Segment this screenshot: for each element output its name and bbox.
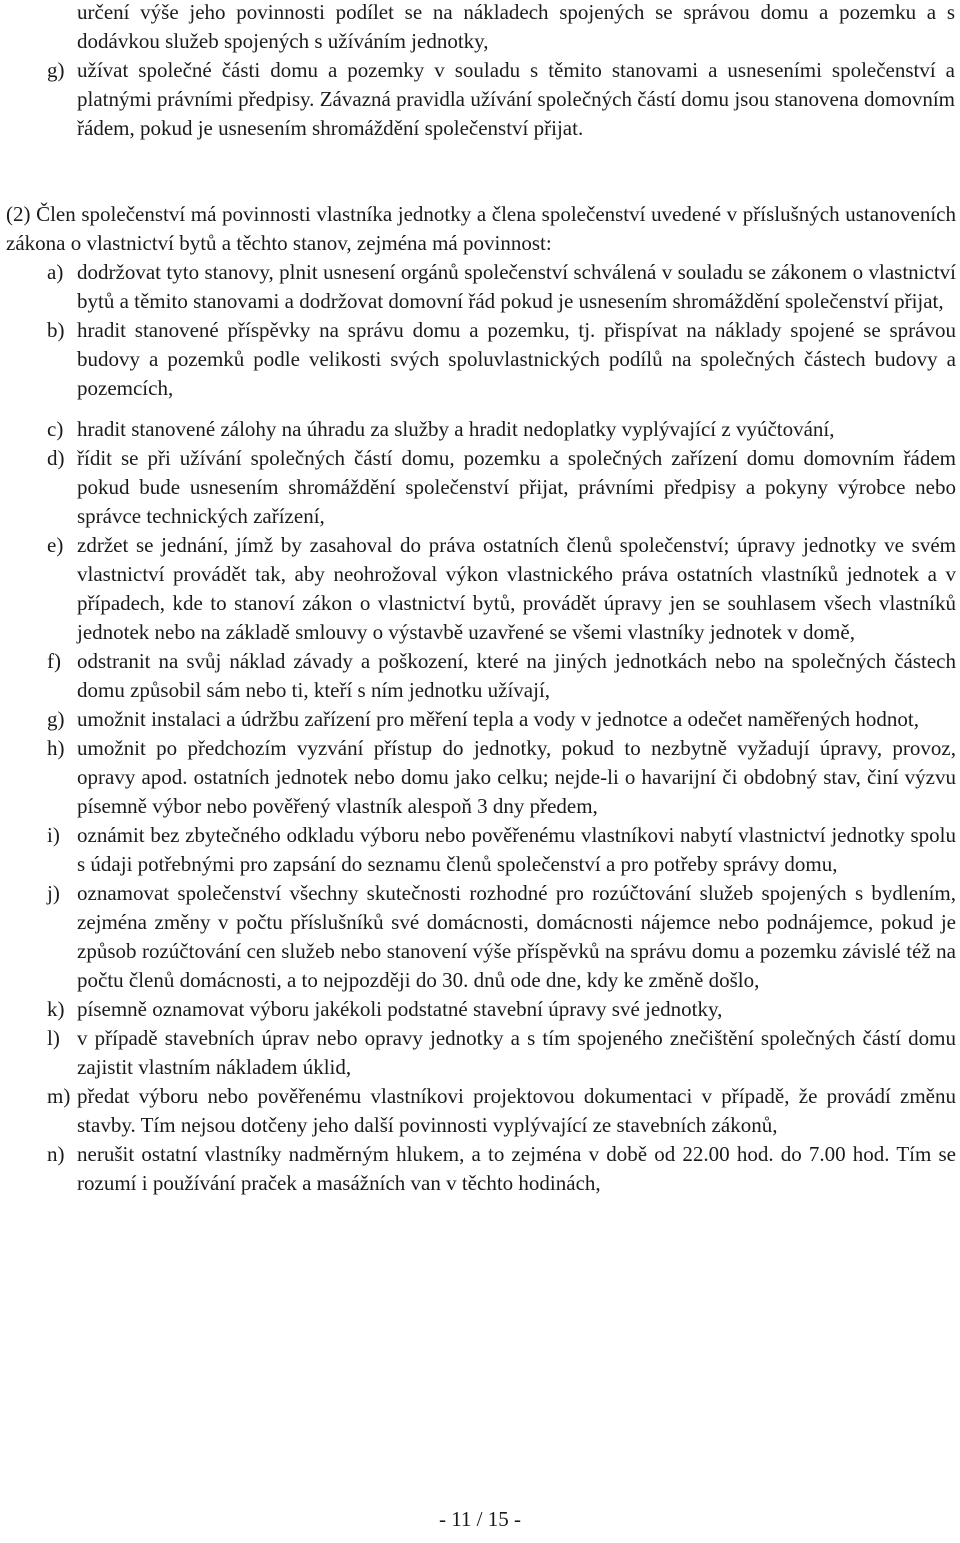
list-item [47, 415, 956, 444]
list-item-text: hradit stanovené příspěvky na správu domu a pozemku, tj. přispívat na náklady spojené se správou budovy a pozemků podle velikosti svých spoluvlastnických podílů na společných částech budovy a pozemcích, [77, 318, 956, 400]
list-marker: n) [47, 1142, 65, 1166]
list-marker: i) [47, 823, 60, 847]
list-item [47, 879, 956, 995]
list-item-text: v případě stavebních úprav nebo opravy jednotky a s tím spojeného znečištění společných částí domu zajistit vlastním nákladem úklid, [77, 1026, 956, 1079]
list-item [47, 821, 956, 879]
list-marker: l) [47, 1026, 60, 1050]
list-item-text: zdržet se jednání, jímž by zasahoval do práva ostatních členů společenství; úpravy jednotky ve svém vlastnictví provádět tak, aby neohrožoval výkon vlastnického práva ostatních vlastníků jednotek a v případech, kde to stanoví zákon o vlastnictví bytů, provádět úpravy jen se souhlasem všech vlastníků jednotek nebo na základě smlouvy o výstavbě uzavřené se všemi vlastníky jednotek v domě, [77, 533, 956, 644]
list-item [47, 444, 956, 531]
list-marker: d) [47, 446, 65, 470]
list-item [47, 705, 956, 734]
list-item-text: oznamovat společenství všechny skutečnosti rozhodné pro rozúčtování služeb spojených s bydlením, zejména změny v počtu příslušníků své domácnosti, domácnosti nájemce nebo podnájemce, pokud je způsob rozúčtování cen služeb nebo stanovení výše příspěvků na správu domu a pozemku závislé též na počtu členů domácnosti, a to nejpozději do 30. dnů ode dne, kdy ke změně došlo, [77, 881, 956, 992]
list-marker: f) [47, 649, 61, 673]
list-marker: a) [47, 260, 64, 284]
continued-list [47, 0, 955, 143]
list-item [47, 1082, 956, 1140]
list-item-text: užívat společné části domu a pozemky v souladu s těmito stanovami a usneseními společenství a platnými právními předpisy. Závazná pravidla užívání společných částí domu jsou stanovena domovním řádem, pokud je usnesením shromáždění společenství přijat. [77, 58, 955, 140]
list-item [47, 258, 956, 316]
list-marker: k) [47, 997, 65, 1021]
obligations-list [6, 258, 956, 1198]
list-item [47, 995, 956, 1024]
list-item-text: umožnit po předchozím vyzvání přístup do jednotky, pokud to nezbytně vyžadují úpravy, provoz, opravy apod. ostatních jednotek nebo domu jako celku; nejde-li o havarijní či obdobný stav, činí výzvu písemně výbor nebo pověřený vlastník alespoň 3 dny předem, [77, 736, 956, 818]
list-marker: h) [47, 736, 65, 760]
list-item-text: umožnit instalaci a údržbu zařízení pro měření tepla a vody v jednotce a odečet naměřených hodnot, [77, 707, 919, 731]
list-item-text: hradit stanovené zálohy na úhradu za služby a hradit nedoplatky vyplývající z vyúčtování, [77, 417, 835, 441]
list-item [47, 1140, 956, 1198]
list-item-text: řídit se při užívání společných částí domu, pozemku a společných zařízení domu domovním řádem pokud bude usnesením shromáždění společenství přijat, právními předpisy a pokyny výrobce nebo správce technických zařízení, [77, 446, 956, 528]
list-item-text: odstranit na svůj náklad závady a poškození, které na jiných jednotkách nebo na společných částech domu způsobil sám nebo ti, kteří s ním jednotku užívají, [77, 649, 956, 702]
list-marker: c) [47, 417, 64, 441]
list-item [47, 531, 956, 647]
list-item [47, 1024, 956, 1082]
continued-item-text: určení výše jeho povinnosti podílet se na nákladech spojených se správou domu a pozemku a s dodávkou služeb spojených s užíváním jednotky, [77, 0, 955, 53]
list-item [47, 316, 956, 403]
list-marker: b) [47, 318, 65, 342]
section-2-intro: (2) Člen společenství má povinnosti vlastníka jednotky a člena společenství uvedené v příslušných ustanoveních zákona o vlastnictví bytů a těchto stanov, zejména má povinnost: [6, 202, 956, 255]
list-item-text: písemně oznamovat výboru jakékoli podstatné stavební úpravy své jednotky, [77, 997, 723, 1021]
list-marker: e) [47, 533, 64, 557]
list-marker: g) [47, 58, 65, 82]
list-marker: m) [47, 1084, 71, 1108]
list-item-g-prev [47, 56, 955, 143]
list-item-text: předat výboru nebo pověřenému vlastníkovi projektovou dokumentaci v případě, že provádí změnu stavby. Tím nejsou dotčeny jeho další povinnosti vyplývající ze stavebních zákonů, [77, 1084, 956, 1137]
section-2 [6, 200, 956, 1198]
list-item-text: oznámit bez zbytečného odkladu výboru nebo pověřenému vlastníkovi nabytí vlastnictví jednotky spolu s údaji potřebnými pro zapsání do seznamu členů společenství a pro potřeby správy domu, [77, 823, 956, 876]
list-item-text: nerušit ostatní vlastníky nadměrným hlukem, a to zejména v době od 22.00 hod. do 7.00 hod. Tím se rozumí i používání praček a masážních van v těchto hodinách, [77, 1142, 956, 1195]
list-marker: g) [47, 707, 65, 731]
list-item [47, 734, 956, 821]
list-marker: j) [47, 881, 60, 905]
list-item [47, 647, 956, 705]
list-item-text: dodržovat tyto stanovy, plnit usnesení orgánů společenství schválená v souladu se zákonem o vlastnictví bytů a těmito stanovami a dodržovat domovní řád pokud je usnesením shromáždění společenství přijat, [77, 260, 956, 313]
page-number: - 11 / 15 - [438, 1507, 522, 1531]
